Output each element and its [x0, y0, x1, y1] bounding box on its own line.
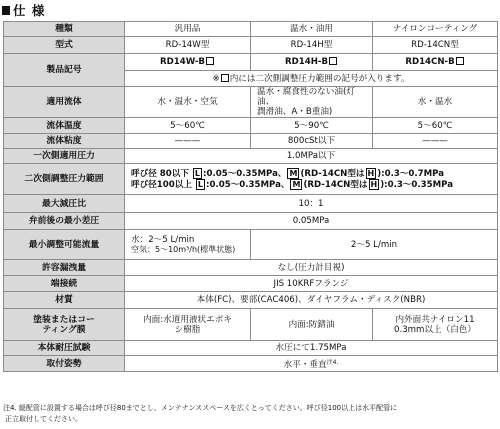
code-note: [125, 71, 498, 87]
coating-cn: [373, 309, 498, 341]
type-general: 汎用品: [125, 22, 251, 37]
row-secondary-range: [4, 164, 498, 195]
range2-size: 呼び径100以上: [131, 180, 192, 190]
type-hot-water-oil: 温水・油用: [251, 22, 373, 37]
range2-h-range: ):0.3～0.35MPa: [380, 180, 454, 190]
row-coating: [4, 309, 498, 341]
label-pressure-test: 本体耐圧試験: [4, 341, 125, 356]
label-max-reduction: 最大減圧比: [4, 195, 125, 213]
range2-h-tag: H: [370, 180, 378, 189]
code-note-mark: ※: [212, 73, 220, 84]
row-product-code: [4, 54, 498, 71]
label-product-code: 製品記号: [4, 54, 125, 87]
label-min-flow: 最小調整可能流量: [4, 230, 125, 260]
label-secondary-range: 二次側調整圧力範囲: [4, 164, 125, 195]
label-coating: [4, 309, 125, 341]
label-connection: 端接続: [4, 276, 125, 292]
range1-h-range: ):0.3～0.7MPa: [377, 169, 445, 179]
temp-h: 5～90℃: [251, 118, 373, 134]
viscosity-h: 800cSt以下: [251, 134, 373, 149]
code-h: [251, 54, 373, 71]
row-max-reduction: [4, 195, 498, 213]
fluid-cn: 水・温水: [373, 87, 498, 118]
fluid-h-line1: 温水・腐食性のない油(灯油、: [257, 87, 355, 107]
row-leakage: [4, 260, 498, 276]
row-connection: [4, 276, 498, 292]
range2-l-range: :0.05～0.35MPa、: [206, 180, 290, 190]
viscosity-w: ———: [125, 134, 251, 149]
row-orientation: [4, 356, 498, 372]
viscosity-cn: ———: [373, 134, 498, 149]
range2-cn: (RD-14CN型は: [303, 180, 368, 190]
row-min-flow: [4, 230, 498, 260]
coating-w: [125, 309, 251, 341]
row-pressure-test: [4, 341, 498, 356]
label-fluid: 適用流体: [4, 87, 125, 118]
temp-cn: 5～60℃: [373, 118, 498, 134]
placeholder-box-icon: [456, 57, 464, 65]
pressure-test-value: 水圧にて1.75MPa: [125, 341, 498, 356]
fluid-w: 水・温水・空気: [125, 87, 251, 118]
label-coating-line2: ティング膜: [42, 324, 86, 335]
label-material: 材質: [4, 292, 125, 309]
model-h: RD-14H型: [251, 37, 373, 54]
label-primary-pressure: 一次側適用圧力: [4, 149, 125, 164]
secondary-range-line1: [131, 168, 495, 179]
min-flow-water: 水：2～5 L/min: [131, 234, 195, 245]
range1-cn: (RD-14CN型は: [300, 169, 365, 179]
code-w-text: RD14W-B: [160, 57, 205, 67]
label-min-diff: 弁前後の最小差圧: [4, 213, 125, 230]
coating-cn-line2: 0.3mm以上（白色）: [394, 324, 476, 335]
section-title-text: 仕 様: [13, 3, 46, 18]
square-bullet-icon: [2, 6, 10, 15]
min-flow-h-cn: 2～5 L/min: [251, 230, 498, 260]
label-fluid-temp: 流体温度: [4, 118, 125, 134]
coating-w-line2: シ樹脂: [174, 324, 201, 335]
range1-h-tag: H: [367, 169, 375, 178]
row-fluid-temp: [4, 118, 498, 134]
row-type: [4, 22, 498, 37]
secondary-range-value: [125, 164, 498, 195]
model-w: RD-14W型: [125, 37, 251, 54]
row-model: [4, 37, 498, 54]
coating-cn-line1: 内外面共ナイロン11: [395, 314, 475, 325]
orientation-text: 水平・垂直: [283, 359, 327, 370]
secondary-range-line2: [131, 179, 495, 190]
model-cn: RD-14CN型: [373, 37, 498, 54]
code-h-text: RD14H-B: [284, 57, 329, 67]
label-type: 種類: [4, 22, 125, 37]
row-min-diff: [4, 213, 498, 230]
label-model: 型式: [4, 37, 125, 54]
min-flow-w: [125, 230, 251, 260]
max-reduction-value: 10：1: [125, 195, 498, 213]
temp-w: 5～60℃: [125, 118, 251, 134]
coating-w-line1: 内面:水道用液状エポキ: [143, 314, 232, 325]
code-w: [125, 54, 251, 71]
section-title: [2, 1, 45, 19]
footnote: [3, 403, 497, 425]
min-diff-value: 0.05MPa: [125, 213, 498, 230]
code-cn-text: RD14CN-B: [405, 57, 455, 67]
footnote-line2: 正立取付してください。: [5, 415, 82, 423]
row-viscosity: [4, 134, 498, 149]
row-material: [4, 292, 498, 309]
connection-value: JIS 10KRFフランジ: [125, 276, 498, 292]
spec-table: [3, 21, 498, 372]
range1-l-tag: L: [194, 169, 201, 178]
range1-l-range: :0.05～0.35MPa、: [203, 169, 287, 179]
fluid-h: [251, 87, 373, 118]
coating-h: 内面:防錆油: [251, 309, 373, 341]
range2-l-tag: L: [197, 180, 204, 189]
min-flow-air: 空気：5～10m³/h(標準状態): [131, 244, 236, 254]
row-fluid: [4, 87, 498, 118]
primary-pressure-value: 1.0MPa以下: [125, 149, 498, 164]
fluid-h-line2: 潤滑油、A・B重油): [257, 107, 333, 117]
type-nylon: ナイロンコーティング: [373, 22, 498, 37]
row-primary-pressure: [4, 149, 498, 164]
label-viscosity: 流体粘度: [4, 134, 125, 149]
leakage-value: なし(圧力計目視): [125, 260, 498, 276]
range1-size: 呼び径 80以下: [131, 169, 189, 179]
range1-m-tag: M: [289, 169, 298, 178]
code-note-text: 内には二次側調整圧力範囲の記号が入ります。: [229, 73, 410, 84]
placeholder-box-icon: [221, 74, 229, 82]
material-value: 本体(FC)、要部(CAC406)、ダイヤフラム・ディスク(NBR): [125, 292, 498, 309]
orientation-value: [125, 356, 498, 372]
label-coating-line1: 塗装またはコー: [33, 314, 95, 325]
range2-m-tag: M: [292, 180, 301, 189]
orientation-note-ref: 注4.: [326, 358, 339, 366]
placeholder-box-icon: [206, 57, 214, 65]
footnote-line1: 注4. 縦配管に設置する場合は呼び径80までとし、メンテナンススペースを広くとってください。呼び径100以上は水平配管に: [3, 404, 398, 412]
label-orientation: 取付姿勢: [4, 356, 125, 372]
label-leakage: 許容漏洩量: [4, 260, 125, 276]
code-cn: [373, 54, 498, 71]
placeholder-box-icon: [329, 57, 337, 65]
